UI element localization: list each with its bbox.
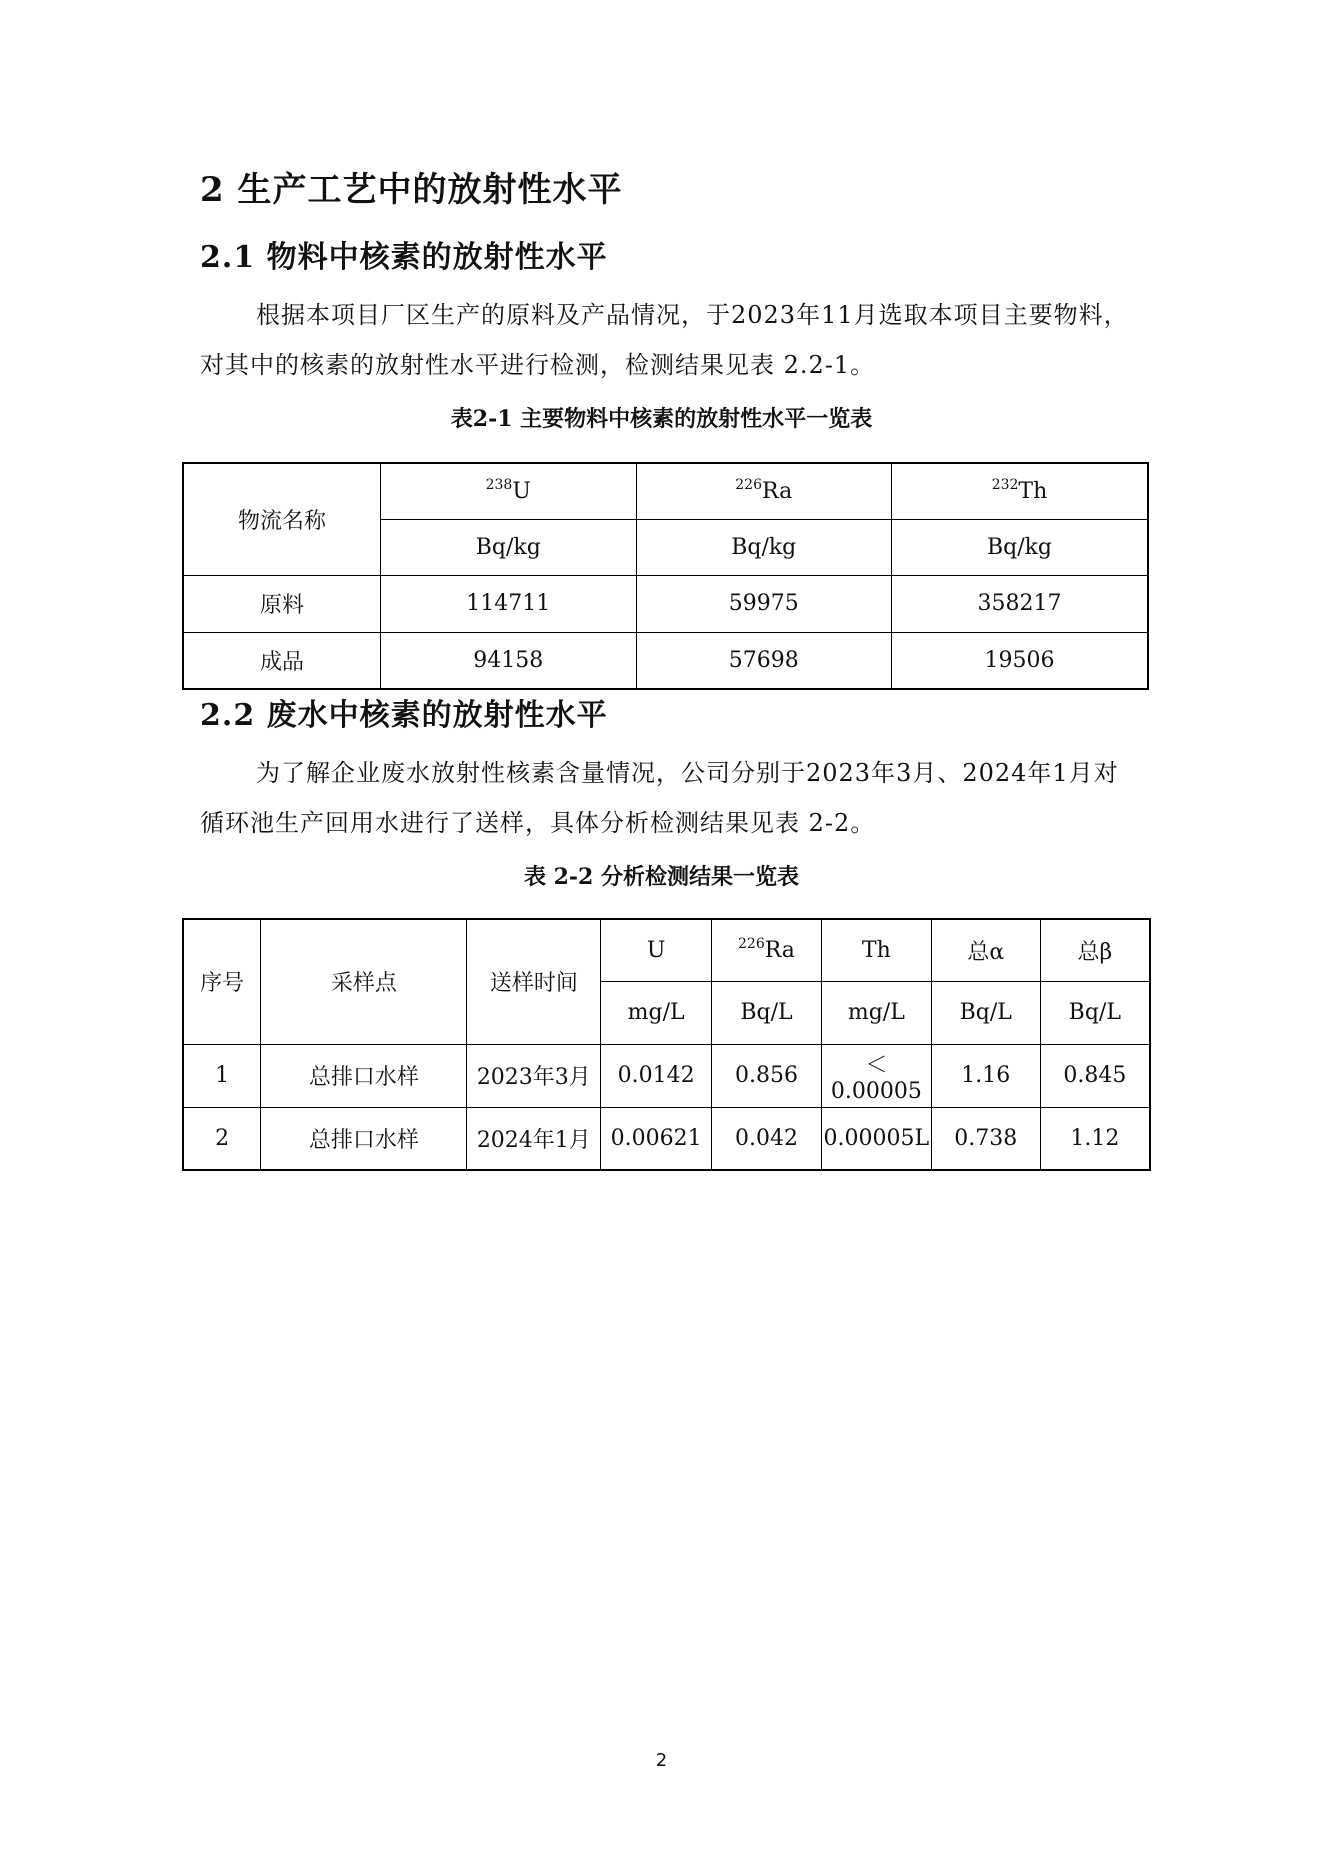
- cell-value: 0.00005L: [821, 1107, 931, 1170]
- cell-value: 57698: [636, 632, 891, 689]
- table-2-1-caption: 表2-1 主要物料中核素的放射性水平一览表: [450, 406, 873, 432]
- table-row: [183, 1044, 1150, 1107]
- header-site: 采样点: [261, 919, 467, 1044]
- header-unit: mg/L: [821, 981, 931, 1044]
- header-material-name: 物流名称: [183, 463, 381, 575]
- header-unit: Bq/kg: [891, 519, 1148, 575]
- cell-seq: 1: [183, 1044, 261, 1107]
- section-2-1-heading: 2.1 物料中核素的放射性水平: [200, 240, 608, 275]
- cell-value: 1.12: [1040, 1107, 1150, 1170]
- section-2-2-paragraph: 为了解企业废水放射性核素含量情况，公司分别于2023年3月、2024年1月对循环池生产回用水进行了送样，具体分析检测结果见表 2-2。: [200, 759, 1119, 837]
- header-param: 总β: [1040, 919, 1150, 981]
- header-param: 总α: [931, 919, 1040, 981]
- header-unit: Bq/L: [712, 981, 822, 1044]
- table-2-1: [182, 462, 1149, 690]
- table-2-2-caption: 表 2-2 分析检测结果一览表: [523, 864, 800, 890]
- table-row: [183, 1107, 1150, 1170]
- cell-seq: 2: [183, 1107, 261, 1170]
- cell-value: 19506: [891, 632, 1148, 689]
- table-2-2: [182, 918, 1151, 1171]
- header-nuclide: $^{226}$Ra: [636, 463, 891, 519]
- cell-site: 总排口水样: [261, 1044, 467, 1107]
- cell-value: 358217: [891, 575, 1148, 632]
- cell-value: 0.00621: [601, 1107, 712, 1170]
- header-unit: mg/L: [601, 981, 712, 1044]
- header-unit: Bq/kg: [636, 519, 891, 575]
- cell-value: ＜0.00005: [821, 1044, 931, 1107]
- cell-value: 0.845: [1040, 1044, 1150, 1107]
- header-param: U: [601, 919, 712, 981]
- cell-value: 0.042: [712, 1107, 822, 1170]
- cell-site: 总排口水样: [261, 1107, 467, 1170]
- cell-time: 2023年3月: [467, 1044, 601, 1107]
- section-2-2-heading: 2.2 废水中核素的放射性水平: [200, 698, 608, 733]
- cell-value: 0.0142: [601, 1044, 712, 1107]
- cell-value: 59975: [636, 575, 891, 632]
- row-label: 成品: [183, 632, 381, 689]
- chapter-heading: 2 生产工艺中的放射性水平: [200, 170, 623, 210]
- header-seq: 序号: [183, 919, 261, 1044]
- header-unit: Bq/kg: [381, 519, 637, 575]
- header-unit: Bq/L: [931, 981, 1040, 1044]
- section-2-1-paragraph: 根据本项目厂区生产的原料及产品情况，于2023年11月选取本项目主要物料，对其中的核素的放射性水平进行检测，检测结果见表 2.2-1。: [200, 301, 1129, 379]
- header-nuclide: $^{238}$U: [381, 463, 637, 519]
- header-nuclide: $^{232}$Th: [891, 463, 1148, 519]
- header-param: $^{226}$Ra: [712, 919, 822, 981]
- header-unit: Bq/L: [1040, 981, 1150, 1044]
- cell-value: 0.856: [712, 1044, 822, 1107]
- cell-value: 0.738: [931, 1107, 1040, 1170]
- row-label: 原料: [183, 575, 381, 632]
- header-time: 送样时间: [467, 919, 601, 1044]
- header-param: Th: [821, 919, 931, 981]
- table-row: [183, 632, 1148, 689]
- cell-value: 114711: [381, 575, 637, 632]
- cell-value: 1.16: [931, 1044, 1040, 1107]
- page-number: 2: [655, 1750, 668, 1771]
- cell-value: 94158: [381, 632, 637, 689]
- cell-time: 2024年1月: [467, 1107, 601, 1170]
- table-row: [183, 575, 1148, 632]
